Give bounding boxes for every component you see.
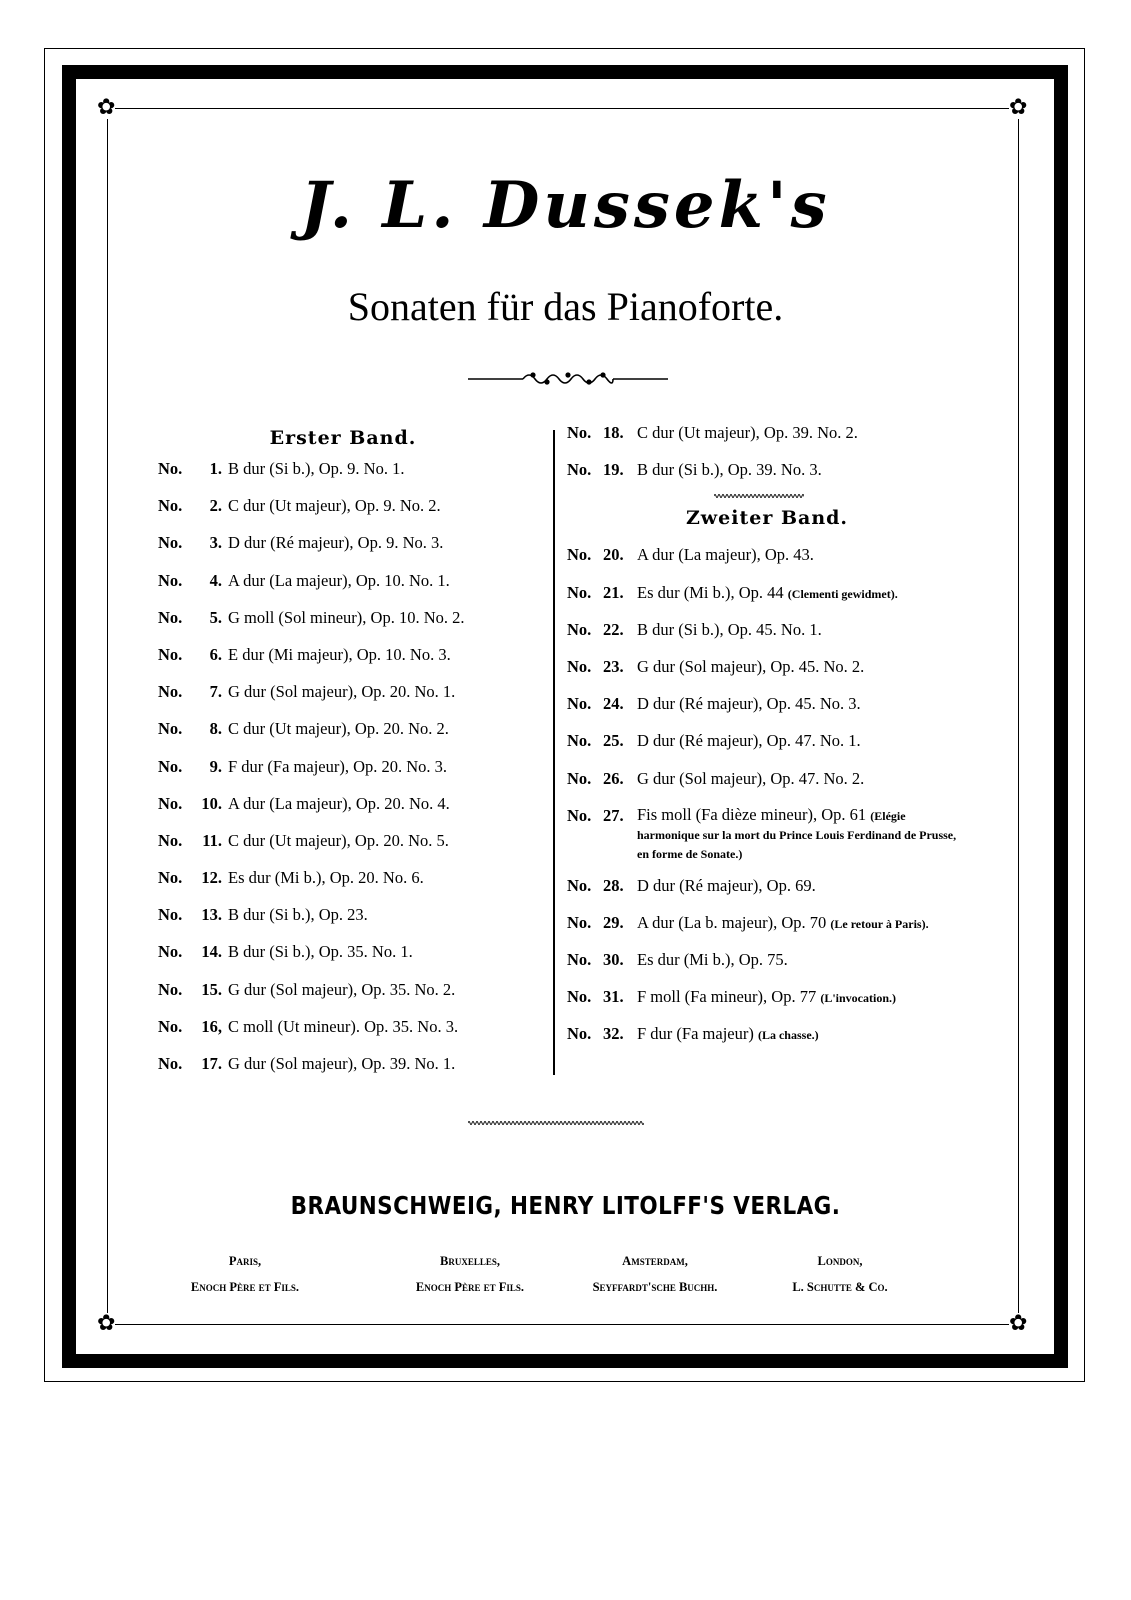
entry-key-opus: G dur (Sol majeur), Op. 47. No. 2.	[637, 768, 865, 788]
entry-key-opus: Es dur (Mi b.), Op. 20. No. 6.	[228, 868, 424, 888]
entry-number: 22.	[603, 619, 624, 639]
entry-key-opus: Es dur (Mi b.), Op. 44	[637, 582, 784, 602]
entry-key-opus: B dur (Si b.), Op. 39. No. 3.	[637, 460, 822, 480]
entry-no-label: No.	[567, 912, 592, 932]
agent-city: London,	[817, 1254, 863, 1268]
entry-number: 32.	[603, 1024, 624, 1044]
entry-number: 25.	[603, 731, 624, 751]
entry-number: 7.	[209, 682, 222, 702]
entry-text	[228, 571, 548, 591]
entry-key-opus: C moll (Ut mineur). Op. 35. No. 3.	[228, 1016, 459, 1036]
sonata-entry	[158, 493, 548, 530]
entry-text	[228, 831, 548, 851]
entry-text	[637, 731, 967, 751]
entry-text	[228, 682, 548, 702]
entry-key-opus: D dur (Ré majeur), Op. 9. No. 3.	[228, 533, 444, 553]
entry-text	[637, 913, 967, 934]
entry-key-opus: B dur (Si b.), Op. 9. No. 1.	[228, 459, 405, 478]
agent-amsterdam	[565, 1248, 745, 1300]
entry-text	[637, 460, 967, 480]
entry-key-opus: B dur (Si b.), Op. 35. No. 1.	[228, 942, 413, 962]
entry-no-label: No.	[567, 656, 592, 676]
agent-name: Enoch Père et Fils.	[415, 1280, 525, 1294]
entry-key-opus: D dur (Ré majeur), Op. 47. No. 1.	[637, 731, 861, 751]
entry-text	[637, 545, 967, 565]
entry-no-label: No.	[567, 460, 592, 480]
sonata-entry	[158, 902, 548, 939]
sonata-entry	[158, 754, 548, 791]
agent-paris	[180, 1248, 310, 1300]
entry-key-opus: A dur (La majeur), Op. 43.	[637, 545, 814, 565]
entry-text	[637, 876, 967, 896]
entry-number: 13.	[201, 905, 222, 925]
entry-number: 30.	[603, 950, 624, 970]
sonata-entry	[567, 766, 967, 803]
entry-number: 14.	[201, 942, 222, 962]
entry-number: 16,	[201, 1016, 222, 1036]
floral-corner-icon: ✿	[97, 1311, 116, 1336]
entry-note: (La chasse.)	[757, 1028, 819, 1043]
entry-no-label: No.	[567, 768, 592, 788]
publisher-imprint: BRAUNSCHWEIG, HENRY LITOLFF'S VERLAG.	[290, 1191, 841, 1220]
entry-key-opus: Fis moll (Fa dièze mineur), Op. 61	[637, 804, 867, 824]
entry-no-label: No.	[158, 496, 183, 516]
entry-no-label: No.	[567, 987, 592, 1007]
entry-no-label: No.	[158, 607, 183, 627]
band-2-column	[567, 420, 967, 1059]
entry-no-label: No.	[567, 423, 592, 442]
entry-no-label: No.	[158, 1054, 183, 1073]
entry-text	[637, 620, 967, 640]
entry-key-opus: C dur (Ut majeur), Op. 39. No. 2.	[637, 423, 858, 442]
entry-text	[637, 657, 967, 677]
entry-no-label: No.	[158, 756, 183, 776]
entry-no-label: No.	[158, 793, 183, 813]
entry-no-label: No.	[158, 905, 183, 925]
entry-note: (Clementi gewidmet).	[787, 586, 898, 601]
entry-text	[637, 694, 967, 714]
entry-no-label: No.	[158, 830, 183, 850]
entry-text	[228, 459, 548, 479]
entry-no-label: No.	[158, 868, 183, 888]
entry-text	[637, 769, 967, 789]
agent-name: L. Schutte & Co.	[792, 1280, 888, 1294]
entry-text	[228, 942, 548, 962]
entry-no-label: No.	[158, 644, 183, 664]
wavy-rule-icon	[468, 1119, 644, 1127]
entry-key-opus: B dur (Si b.), Op. 23.	[228, 905, 368, 925]
entry-number: 19.	[603, 460, 624, 480]
entry-number: 20.	[603, 545, 624, 565]
entry-text	[228, 645, 548, 665]
entry-no-label: No.	[158, 1016, 183, 1036]
sonata-entry	[158, 568, 548, 605]
entry-key-opus: E dur (Mi majeur), Op. 10. No. 3.	[228, 644, 451, 664]
entry-key-opus: G dur (Sol majeur), Op. 39. No. 1.	[228, 1054, 456, 1073]
entry-key-opus: F moll (Fa mineur), Op. 77	[637, 987, 817, 1007]
entry-number: 17.	[201, 1054, 222, 1073]
entry-number: 28.	[603, 875, 624, 895]
sonata-entry	[158, 828, 548, 865]
sonata-entry	[158, 1014, 548, 1051]
entry-text	[228, 1017, 548, 1037]
entry-number: 23.	[603, 656, 624, 676]
entry-text	[637, 583, 967, 604]
entry-no-label: No.	[158, 979, 183, 999]
sonata-entry	[567, 947, 967, 984]
sonata-entry	[158, 642, 548, 679]
entry-note: (Elégie harmonique sur la mort du Prince Louis Ferdinand de Prusse, en forme de Sonate.)	[637, 808, 957, 861]
composer-title: J. L. Dussek's	[300, 168, 831, 243]
sonata-entry	[567, 910, 967, 947]
sonata-entry	[158, 605, 548, 642]
sonata-entry	[567, 420, 967, 457]
entry-key-opus: Es dur (Mi b.), Op. 75.	[637, 950, 788, 970]
entry-number: 31.	[603, 987, 624, 1007]
entry-text	[228, 496, 548, 516]
entry-number: 5.	[209, 607, 222, 627]
sonata-entry	[158, 456, 548, 493]
sonata-entry	[158, 865, 548, 902]
entry-text	[228, 608, 548, 628]
sonata-entry	[567, 803, 967, 873]
floral-corner-icon: ✿	[97, 95, 116, 120]
entry-no-label: No.	[158, 682, 183, 702]
entry-number: 3.	[209, 533, 222, 553]
floral-corner-icon: ✿	[1009, 1311, 1028, 1336]
entry-key-opus: F dur (Fa majeur), Op. 20. No. 3.	[228, 756, 448, 776]
entry-key-opus: C dur (Ut majeur), Op. 20. No. 5.	[228, 830, 449, 850]
entry-number: 29.	[603, 912, 624, 932]
entry-text	[228, 905, 548, 925]
entry-no-label: No.	[158, 570, 183, 590]
entry-key-opus: F dur (Fa majeur)	[637, 1024, 754, 1044]
entry-text	[637, 1024, 967, 1045]
entry-number: 18.	[603, 423, 624, 442]
entry-no-label: No.	[158, 942, 183, 962]
entry-text	[228, 1054, 548, 1074]
agent-name: Seyffardt'sche Buchh.	[592, 1280, 718, 1294]
floral-corner-icon: ✿	[1009, 95, 1028, 120]
entry-no-label: No.	[158, 459, 183, 478]
sonata-entry	[158, 977, 548, 1014]
band-2-heading: Zweiter Band.	[685, 507, 849, 530]
subtitle: Sonaten für das Pianoforte.	[347, 284, 784, 329]
entry-number: 15.	[201, 979, 222, 999]
entry-text	[228, 757, 548, 777]
band-1-continued-list	[567, 420, 967, 494]
sonata-entry	[158, 679, 548, 716]
sonata-entry	[158, 530, 548, 567]
agent-name: Enoch Père et Fils.	[190, 1280, 300, 1294]
sonata-entry	[567, 873, 967, 910]
sonata-entry	[567, 542, 967, 579]
entry-no-label: No.	[567, 805, 592, 825]
entry-key-opus: A dur (La b. majeur), Op. 70	[637, 912, 827, 932]
band-1-heading: Erster Band.	[269, 427, 417, 449]
agent-city: Amsterdam,	[622, 1254, 688, 1268]
sonata-entry	[567, 617, 967, 654]
entry-number: 21.	[603, 582, 624, 602]
sonata-entry	[567, 984, 967, 1021]
entry-number: 27.	[603, 805, 624, 825]
entry-key-opus: D dur (Ré majeur), Op. 45. No. 3.	[637, 694, 861, 714]
entry-number: 1.	[209, 459, 222, 478]
entry-note: (L'invocation.)	[820, 991, 896, 1006]
sonata-entry	[158, 1051, 548, 1088]
entry-number: 10.	[201, 793, 222, 813]
entry-number: 8.	[209, 719, 222, 739]
sonata-entry	[567, 457, 967, 494]
wavy-rule-icon	[714, 492, 804, 500]
entry-key-opus: G dur (Sol majeur), Op. 20. No. 1.	[228, 682, 456, 702]
entry-number: 11.	[202, 830, 222, 850]
entry-no-label: No.	[567, 950, 592, 970]
entry-key-opus: C dur (Ut majeur), Op. 20. No. 2.	[228, 719, 449, 739]
entry-number: 4.	[209, 570, 222, 590]
entry-text	[228, 794, 548, 814]
sonata-entry	[158, 716, 548, 753]
band-1-column	[158, 420, 548, 1088]
sonata-entry	[567, 580, 967, 617]
entry-number: 2.	[209, 496, 222, 516]
entry-no-label: No.	[567, 1024, 592, 1044]
entry-key-opus: G dur (Sol majeur), Op. 35. No. 2.	[228, 979, 456, 999]
agent-city: Paris,	[228, 1254, 262, 1268]
entry-key-opus: G dur (Sol majeur), Op. 45. No. 2.	[637, 656, 865, 676]
entry-number: 9.	[209, 756, 222, 776]
sonata-entry	[567, 1021, 967, 1058]
entry-text	[637, 950, 967, 970]
entry-number: 24.	[603, 694, 624, 714]
entry-number: 12.	[201, 868, 222, 888]
entry-no-label: No.	[567, 694, 592, 714]
entry-text	[228, 868, 548, 888]
sonata-entry	[158, 791, 548, 828]
agent-bruxelles	[390, 1248, 550, 1300]
entry-text	[637, 806, 967, 863]
entry-key-opus: C dur (Ut majeur), Op. 9. No. 2.	[228, 496, 441, 516]
sonata-entry	[567, 728, 967, 765]
entry-key-opus: B dur (Si b.), Op. 45. No. 1.	[637, 619, 822, 639]
entry-text	[637, 423, 967, 443]
entry-text	[228, 980, 548, 1000]
entry-number: 26.	[603, 768, 624, 788]
entry-note: (Le retour à Paris).	[830, 916, 929, 931]
sonata-entry	[158, 939, 548, 976]
agent-london	[765, 1248, 915, 1300]
entry-text	[637, 987, 967, 1008]
entry-no-label: No.	[567, 619, 592, 639]
entry-key-opus: D dur (Ré majeur), Op. 69.	[637, 875, 816, 895]
band-2-list	[567, 542, 967, 1058]
entry-no-label: No.	[158, 719, 183, 739]
band-1-list	[158, 456, 548, 1088]
entry-key-opus: A dur (La majeur), Op. 10. No. 1.	[228, 570, 450, 590]
entry-key-opus: G moll (Sol mineur), Op. 10. No. 2.	[228, 607, 465, 627]
entry-key-opus: A dur (La majeur), Op. 20. No. 4.	[228, 793, 450, 813]
entry-no-label: No.	[567, 545, 592, 565]
entry-text	[228, 533, 548, 553]
sonata-entry	[567, 654, 967, 691]
entry-no-label: No.	[567, 875, 592, 895]
entry-no-label: No.	[567, 731, 592, 751]
entry-text	[228, 719, 548, 739]
entry-no-label: No.	[158, 533, 183, 553]
agent-city: Bruxelles,	[440, 1254, 500, 1268]
scroll-flourish-icon	[468, 368, 668, 388]
entry-number: 6.	[209, 644, 222, 664]
entry-no-label: No.	[567, 582, 592, 602]
sonata-entry	[567, 691, 967, 728]
column-divider	[553, 430, 555, 1075]
